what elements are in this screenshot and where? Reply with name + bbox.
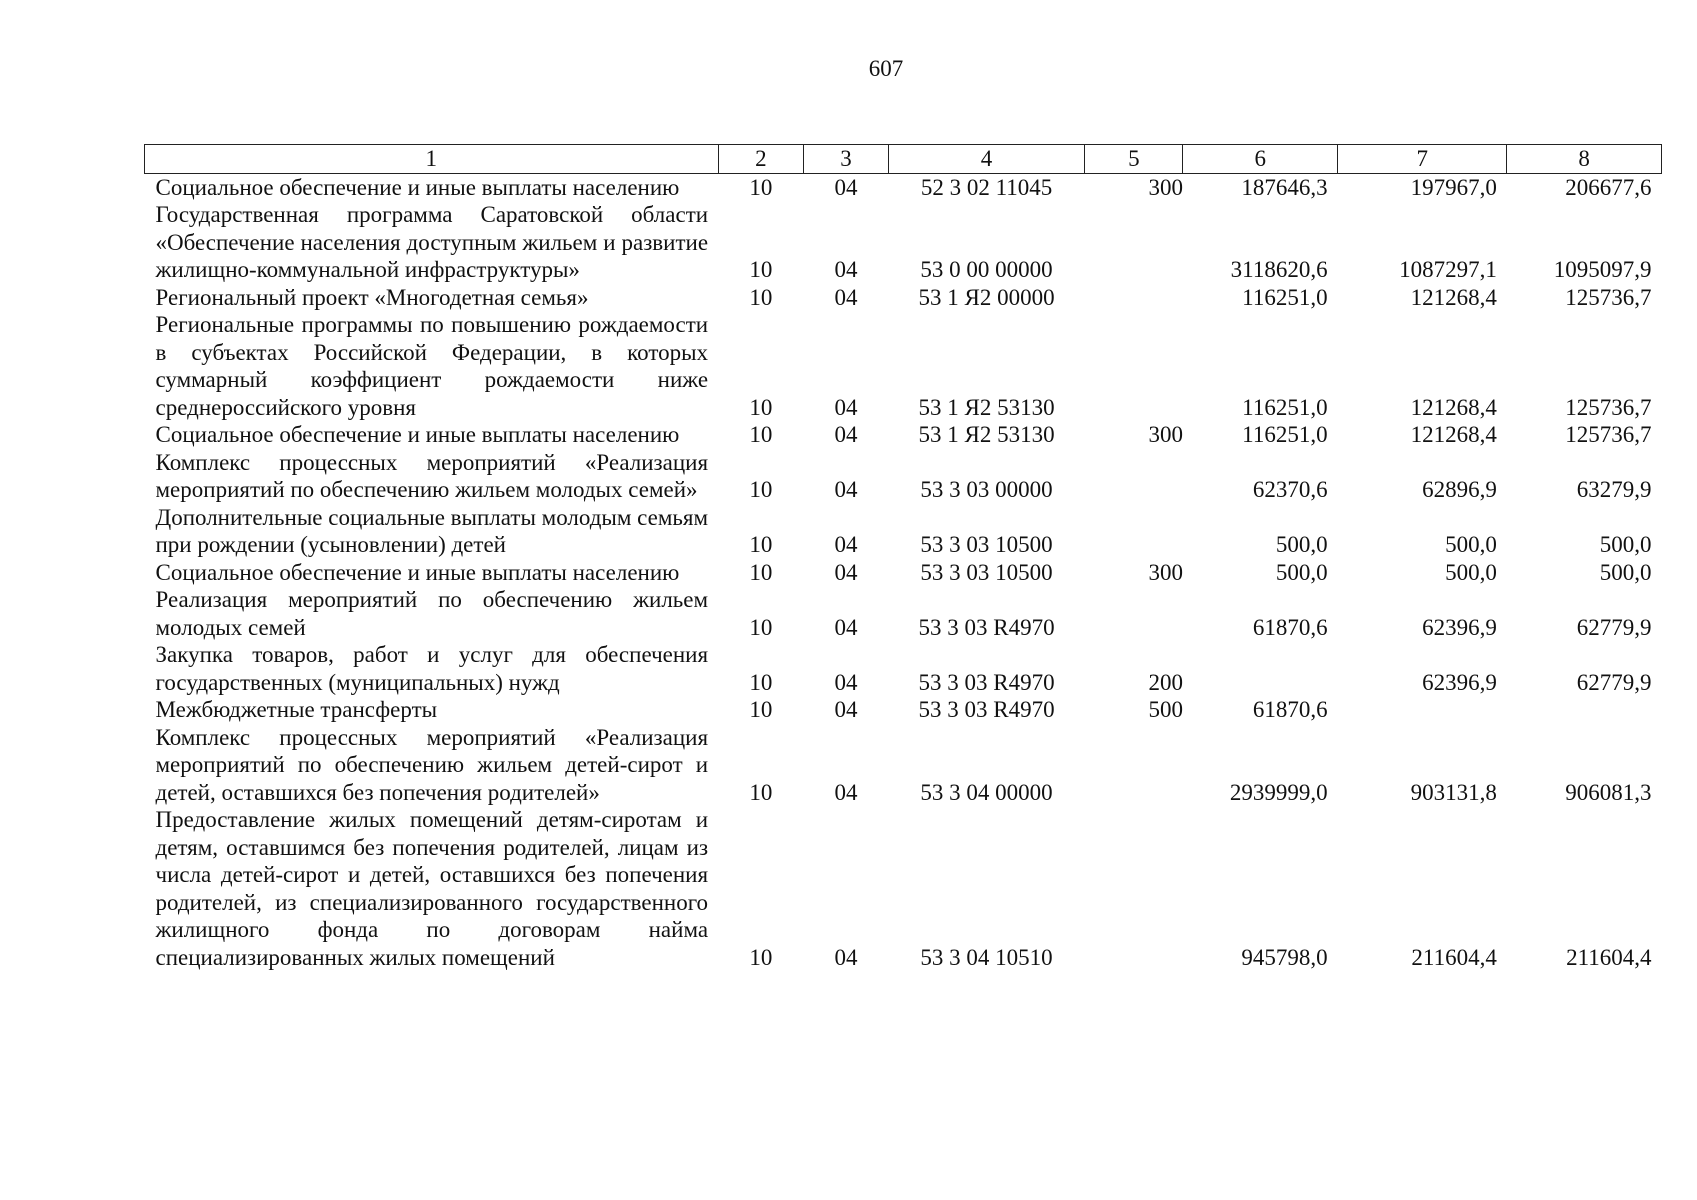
expense-type-code: [1085, 449, 1183, 504]
target-article-code: 53 3 03 R4970: [918, 614, 1055, 640]
subsection-code: 04: [834, 944, 858, 970]
table-row: [145, 559, 1662, 587]
expense-type-code: 500: [1148, 697, 1183, 722]
section-code: 10: [749, 394, 773, 420]
table-header: [145, 145, 1662, 174]
table-body: [145, 173, 1662, 971]
amount-col-6: 945798,0: [1241, 944, 1328, 970]
table-row: [145, 696, 1662, 724]
subsection-code: 04: [834, 669, 858, 695]
amount-col-7: 1087297,1: [1399, 257, 1497, 282]
amount-col-8: 125736,7: [1565, 422, 1652, 447]
table-row: [145, 806, 1662, 971]
item-name: Предоставление жилых помещений детям-сиротам и детям, оставшимся без попечения родителей, лицам из числа детей-сирот и детей, оставшихся без попечения родителей, из специализированного государственного жилищного фонда по договорам найма специализированных жилых помещений: [155, 807, 709, 970]
amount-col-6: 61870,6: [1252, 697, 1328, 722]
table-row: [145, 449, 1662, 504]
target-article-code: 53 1 Я2 53130: [918, 394, 1055, 420]
amount-col-6: 2939999,0: [1229, 779, 1328, 805]
item-name: Региональные программы по повышению рождаемости в субъектах Российской Федерации, в которых суммарный коэффициент рождаемости ниже среднероссийского уровня: [155, 312, 709, 420]
section-code: 10: [749, 669, 773, 695]
item-name: Социальное обеспечение и иные выплаты населению: [155, 559, 680, 585]
amount-col-6: 187646,3: [1241, 174, 1328, 200]
item-name: Социальное обеспечение и иные выплаты населению: [155, 422, 680, 447]
table-row: [145, 284, 1662, 312]
subsection-code: 04: [834, 697, 858, 722]
section-code: 10: [749, 697, 773, 722]
expense-type-code: [1085, 284, 1183, 312]
amount-col-6: [1183, 641, 1338, 696]
section-code: 10: [749, 532, 773, 557]
amount-col-7: 121268,4: [1410, 394, 1497, 420]
amount-col-8: 1095097,9: [1553, 257, 1652, 282]
header-col-4: 4: [888, 145, 1084, 174]
amount-col-7: [1338, 696, 1507, 724]
expense-type-code: [1085, 724, 1183, 807]
table-row: [145, 641, 1662, 696]
item-name: Межбюджетные трансферты: [155, 697, 438, 722]
amount-col-8: 500,0: [1599, 559, 1652, 585]
section-code: 10: [749, 174, 773, 200]
header-col-8: 8: [1507, 145, 1662, 174]
item-name: Комплекс процессных мероприятий «Реализация мероприятий по обеспечению жильем молодых семей»: [155, 449, 709, 502]
subsection-code: 04: [834, 477, 858, 502]
amount-col-6: 61870,6: [1252, 614, 1328, 640]
header-col-2: 2: [718, 145, 804, 174]
amount-col-8: 211604,4: [1566, 944, 1652, 970]
expense-type-code: [1085, 806, 1183, 971]
target-article-code: 53 3 03 10500: [920, 559, 1053, 585]
budget-table: [144, 144, 1662, 971]
item-name: Дополнительные социальные выплаты молодым семьям при рождении (усыновлении) детей: [155, 504, 709, 557]
header-row: [145, 145, 1662, 174]
target-article-code: 53 3 03 R4970: [918, 669, 1055, 695]
subsection-code: 04: [834, 779, 858, 805]
table-row: [145, 173, 1662, 201]
section-code: 10: [749, 422, 773, 447]
target-article-code: 53 3 03 00000: [920, 477, 1053, 502]
expense-type-code: [1085, 586, 1183, 641]
target-article-code: 53 3 03 10500: [920, 532, 1053, 557]
item-name: Реализация мероприятий по обеспечению жильем молодых семей: [155, 587, 709, 640]
amount-col-7: 211604,4: [1411, 944, 1497, 970]
target-article-code: 53 1 Я2 00000: [918, 284, 1055, 310]
subsection-code: 04: [834, 257, 858, 282]
item-name: Государственная программа Саратовской области «Обеспечение населения доступным жильем и развитие жилищно-коммунальной инфраструктуры»: [155, 202, 709, 282]
subsection-code: 04: [834, 559, 858, 585]
section-code: 10: [749, 284, 773, 310]
amount-col-7: 197967,0: [1410, 174, 1497, 200]
subsection-code: 04: [834, 532, 858, 557]
amount-col-6: 62370,6: [1252, 477, 1328, 502]
amount-col-6: 116251,0: [1242, 422, 1328, 447]
section-code: 10: [749, 477, 773, 502]
header-col-1: 1: [145, 145, 719, 174]
amount-col-6: 116251,0: [1242, 394, 1328, 420]
target-article-code: 53 0 00 00000: [920, 257, 1053, 282]
amount-col-8: 500,0: [1599, 532, 1652, 557]
expense-type-code: 300: [1148, 422, 1183, 447]
section-code: 10: [749, 944, 773, 970]
header-col-5: 5: [1085, 145, 1183, 174]
expense-type-code: 200: [1148, 669, 1183, 695]
item-name: Социальное обеспечение и иные выплаты населению: [155, 174, 680, 200]
amount-col-7: 903131,8: [1410, 779, 1497, 805]
table-row: [145, 586, 1662, 641]
amount-col-8: 62779,9: [1576, 614, 1652, 640]
target-article-code: 53 3 04 00000: [920, 779, 1053, 805]
amount-col-7: 62896,9: [1422, 477, 1497, 502]
section-code: 10: [749, 257, 773, 282]
amount-col-6: 500,0: [1275, 532, 1328, 557]
section-code: 10: [749, 559, 773, 585]
header-col-6: 6: [1183, 145, 1338, 174]
target-article-code: 53 3 03 R4970: [918, 697, 1055, 722]
item-name: Закупка товаров, работ и услуг для обеспечения государственных (муниципальных) нужд: [155, 642, 709, 695]
amount-col-7: 121268,4: [1410, 284, 1497, 310]
amount-col-8: 63279,9: [1576, 477, 1652, 502]
amount-col-7: 500,0: [1445, 559, 1497, 585]
item-name: Региональный проект «Многодетная семья»: [155, 284, 589, 310]
section-code: 10: [749, 614, 773, 640]
page-number: 607: [868, 56, 904, 81]
subsection-code: 04: [834, 284, 858, 310]
expense-type-code: [1085, 201, 1183, 284]
table-row: [145, 421, 1662, 449]
header-col-7: 7: [1338, 145, 1507, 174]
amount-col-7: 121268,4: [1410, 422, 1497, 447]
amount-col-7: 62396,9: [1422, 669, 1497, 695]
table-row: [145, 724, 1662, 807]
expense-type-code: [1085, 504, 1183, 559]
amount-col-8: [1507, 696, 1662, 724]
amount-col-6: 3118620,6: [1230, 257, 1328, 282]
table-row: [145, 201, 1662, 284]
amount-col-8: 206677,6: [1565, 174, 1652, 200]
subsection-code: 04: [834, 394, 858, 420]
subsection-code: 04: [834, 174, 858, 200]
amount-col-6: 500,0: [1275, 559, 1328, 585]
header-col-3: 3: [804, 145, 889, 174]
subsection-code: 04: [834, 614, 858, 640]
amount-col-7: 62396,9: [1422, 614, 1497, 640]
item-name: Комплекс процессных мероприятий «Реализация мероприятий по обеспечению жильем детей-сирот и детей, оставшихся без попечения родителей»: [155, 724, 709, 805]
target-article-code: 52 3 02 11045: [920, 174, 1053, 200]
amount-col-8: 125736,7: [1565, 394, 1652, 420]
amount-col-8: 125736,7: [1565, 284, 1652, 310]
expense-type-code: [1085, 311, 1183, 421]
amount-col-6: 116251,0: [1242, 284, 1328, 310]
expense-type-code: 300: [1148, 559, 1183, 585]
amount-col-7: 500,0: [1445, 532, 1497, 557]
section-code: 10: [749, 779, 773, 805]
amount-col-8: 62779,9: [1576, 669, 1652, 695]
target-article-code: 53 3 04 10510: [920, 944, 1053, 970]
expense-type-code: 300: [1148, 174, 1183, 200]
subsection-code: 04: [834, 422, 858, 447]
amount-col-8: 906081,3: [1565, 779, 1652, 805]
target-article-code: 53 1 Я2 53130: [918, 422, 1055, 447]
table-row: [145, 504, 1662, 559]
table-row: [145, 311, 1662, 421]
